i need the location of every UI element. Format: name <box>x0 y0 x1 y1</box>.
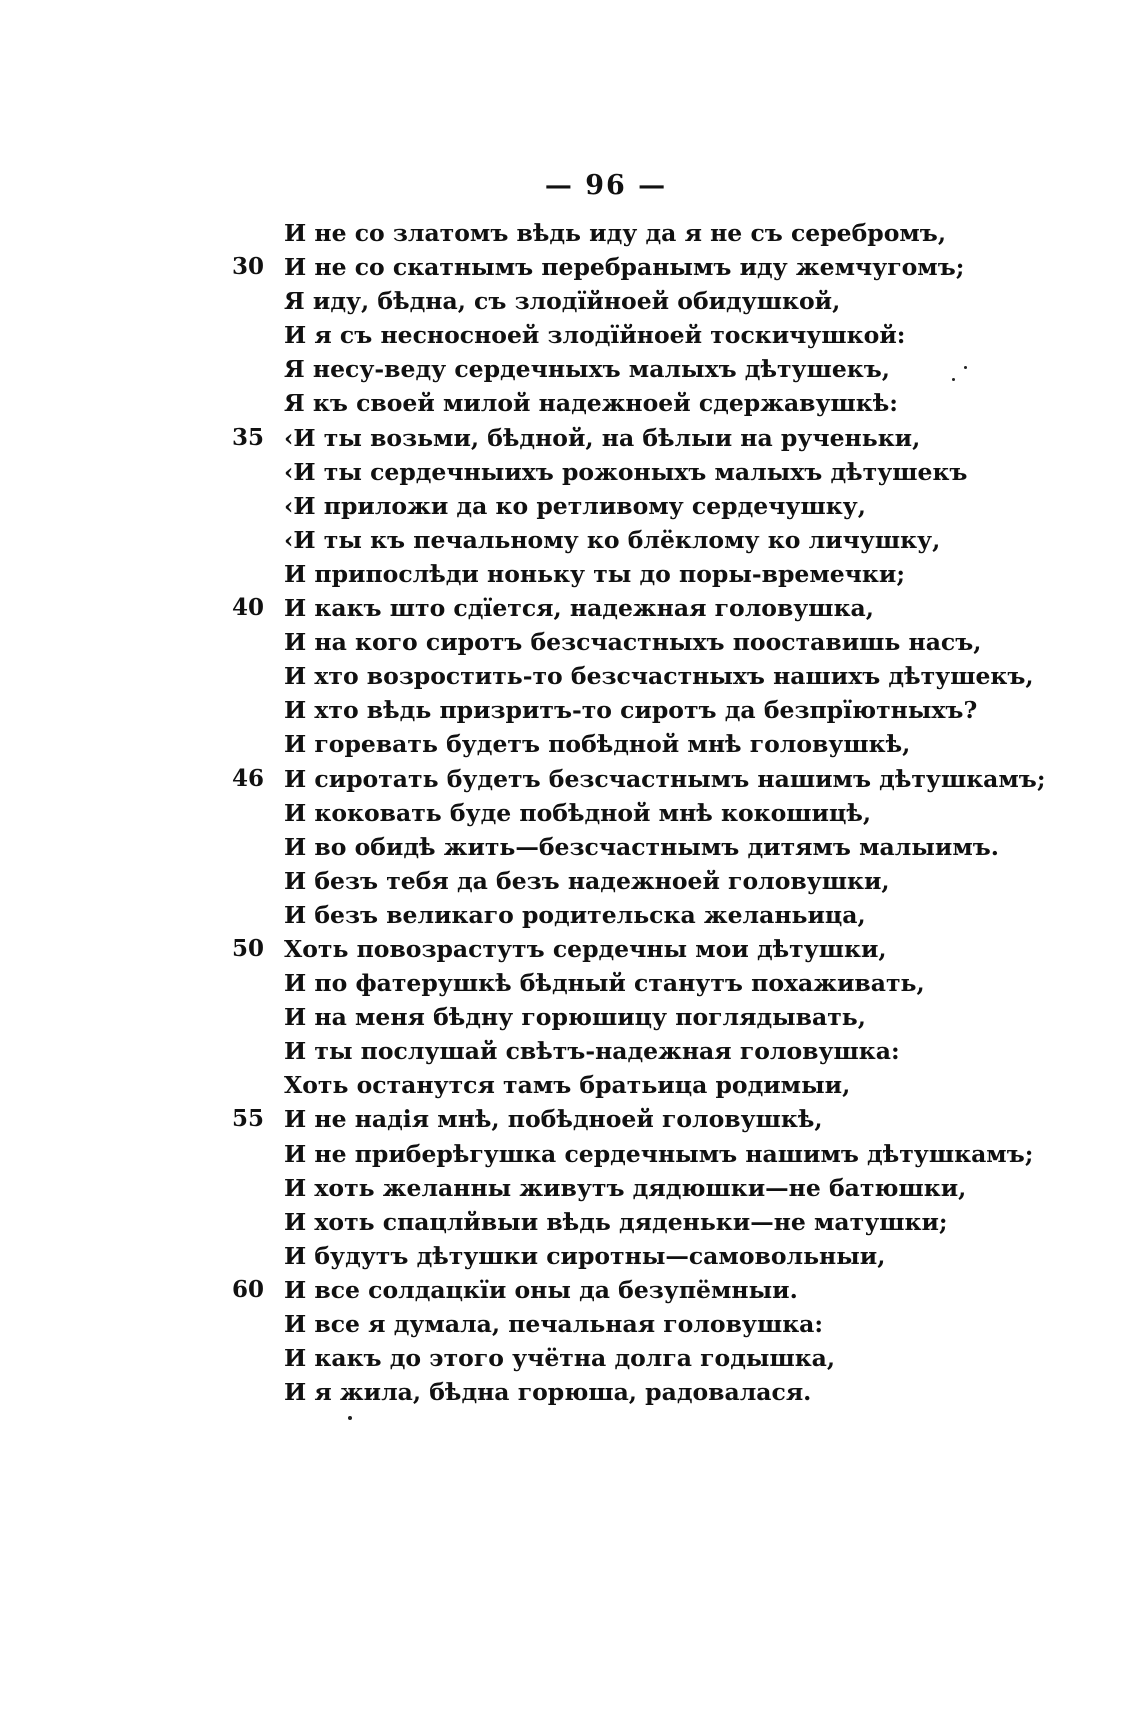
verse-line-text: Я несу-веду сердечныхъ малыхъ дѣтушекъ, <box>284 355 890 384</box>
verse-line <box>236 898 996 932</box>
verse-line <box>236 1068 996 1102</box>
verse-line <box>236 1307 996 1341</box>
line-number: 60 <box>232 1275 265 1303</box>
print-speck <box>952 378 955 381</box>
verse-line-text: И я съ несносноей злодїйноей тоскичушкой: <box>284 321 906 350</box>
line-number: 30 <box>232 253 265 281</box>
verse-line <box>236 1137 1034 1171</box>
verse-line-text: И все я думала, печальная головушка: <box>284 1310 824 1338</box>
line-number: 40 <box>232 594 265 622</box>
verse-line <box>236 693 996 727</box>
page-number: — 96 — <box>544 170 668 201</box>
verse-line <box>232 1273 996 1307</box>
verse-line-text: И на меня бѣдну горюшицу поглядывать, <box>284 1003 866 1032</box>
verse-line-text: И на кого сиротъ безсчастныхъ пооставишь насъ, <box>284 628 982 657</box>
verse-line-text: Хоть останутся тамъ братьица родимыи, <box>284 1071 851 1100</box>
line-number: 50 <box>232 934 265 962</box>
print-speck <box>348 1416 352 1420</box>
verse-line-text: И во обидѣ жить—безсчастнымъ дитямъ малыимъ. <box>284 832 999 861</box>
verse-line <box>236 455 996 489</box>
verse-line <box>236 1375 996 1409</box>
verse-block <box>232 216 1046 1409</box>
verse-line-text: И хто вѣдь призритъ-то сиротъ да безпрїютныхъ? <box>284 696 978 725</box>
verse-line-text: Я къ своей милой надежноей сдержавушкѣ: <box>284 389 898 418</box>
verse-line-text: И горевать будетъ побѣдной мнѣ головушкѣ, <box>284 730 911 759</box>
verse-line-text: И не со скатнымъ перебранымъ иду жемчугомъ; <box>284 253 965 282</box>
verse-line <box>236 557 996 591</box>
verse-line <box>236 489 996 523</box>
verse-line-text: И не надія мнѣ, побѣдноей головушкѣ, <box>284 1105 823 1134</box>
verse-line <box>232 421 996 455</box>
line-number: 55 <box>232 1105 265 1133</box>
verse-line-text: И не со златомъ вѣдь иду да я не съ серебромъ, <box>284 219 947 247</box>
verse-line-text: И безъ великаго родительска желаньица, <box>284 900 866 929</box>
verse-line <box>236 830 999 864</box>
verse-line <box>236 625 996 659</box>
verse-line-text: ‹И ты къ печальному ко блёклому ко личушку, <box>284 525 941 554</box>
verse-line-text: И все солдацкїи оны да безупёмныи. <box>284 1275 798 1304</box>
verse-line-text: И хто возростить-то безсчастныхъ нашихъ дѣтушекъ, <box>284 662 1034 691</box>
verse-line <box>236 216 996 250</box>
verse-line <box>236 1205 996 1239</box>
verse-line-text: И я жила, бѣдна горюша, радовалася. <box>284 1378 812 1407</box>
verse-line <box>232 591 996 625</box>
verse-line-text: ‹И ты возьми, бѣдной, на бѣлыи на рученьки, <box>284 423 921 452</box>
verse-line <box>236 966 996 1000</box>
print-speck <box>964 366 967 369</box>
verse-line <box>236 796 996 830</box>
verse-line <box>236 352 996 386</box>
verse-line <box>236 1034 996 1068</box>
verse-line <box>236 386 996 420</box>
verse-line-text: И хоть желанны живутъ дядюшки—не батюшки, <box>284 1173 967 1202</box>
verse-line-text: ‹И приложи да ко ретливому сердечушку, <box>284 491 866 520</box>
verse-line-text: И коковать буде побѣдной мнѣ кокошицѣ, <box>284 798 872 827</box>
verse-line-text: И безъ тебя да безъ надежноей головушки, <box>284 866 890 895</box>
verse-line-text: И какъ до этого учётна долга годышка, <box>284 1344 836 1373</box>
verse-line <box>232 250 996 284</box>
line-number: 35 <box>232 423 265 451</box>
verse-line <box>236 727 996 761</box>
verse-line <box>236 659 1034 693</box>
verse-line <box>236 1341 996 1375</box>
verse-line <box>236 1239 996 1273</box>
verse-line <box>236 284 996 318</box>
verse-line-text: И припослѣди ноньку ты до поры-времечки; <box>284 559 906 588</box>
verse-line-text: ‹И ты сердечныихъ рожоныхъ малыхъ дѣтушекъ <box>284 457 968 486</box>
verse-line <box>236 318 996 352</box>
verse-line-text: Хоть повозрастутъ сердечны мои дѣтушки, <box>284 934 887 963</box>
verse-line <box>236 523 996 557</box>
verse-line-text: И будутъ дѣтушки сиротны—самовольныи, <box>284 1241 886 1270</box>
verse-line <box>236 1000 996 1034</box>
line-number: 46 <box>232 764 265 792</box>
verse-line <box>236 1171 996 1205</box>
verse-line-text: И хоть спацлйвыи вѣдь дяденьки—не матушки; <box>284 1207 948 1236</box>
verse-line-text: И какъ што сдїется, надежная головушка, <box>284 594 874 623</box>
verse-line-text: Я иду, бѣдна, съ злодїйноей обидушкой, <box>284 287 841 316</box>
verse-line <box>232 932 996 966</box>
verse-line-text: И ты послушай свѣтъ-надежная головушка: <box>284 1037 900 1066</box>
verse-line-text: И сиротать будетъ безсчастнымъ нашимъ дѣтушкамъ; <box>284 764 1046 793</box>
verse-line <box>232 1102 996 1136</box>
verse-line-text: И не приберѣгушка сердечнымъ нашимъ дѣтушкамъ; <box>284 1139 1034 1168</box>
verse-line <box>232 762 1046 796</box>
verse-line-text: И по фатерушкѣ бѣдный станутъ похаживать, <box>284 969 925 998</box>
verse-line <box>236 864 996 898</box>
